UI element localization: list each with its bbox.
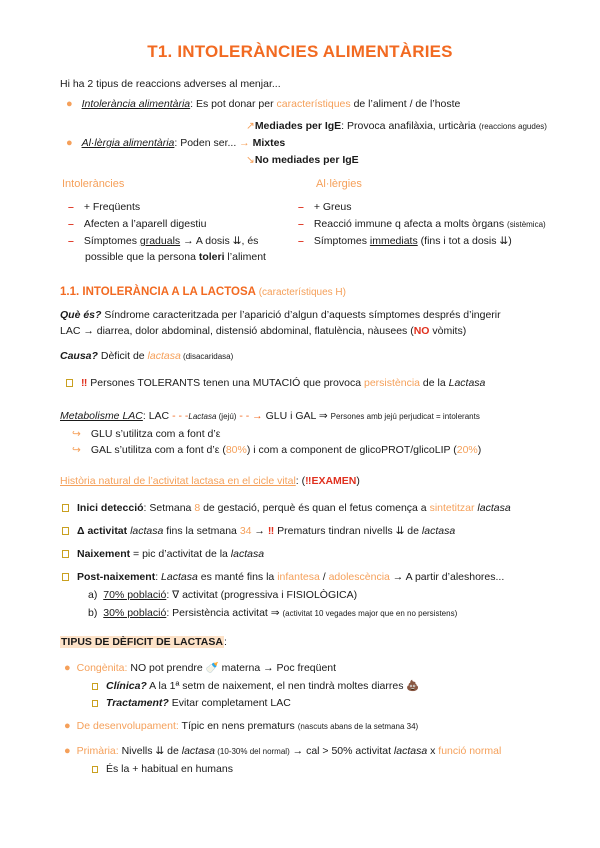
- post-b: b) 30% població: Persistència activitat ⇒ (activitat 10 vegades major que en no persistens): [88, 607, 458, 619]
- checkbox-icon: [92, 700, 98, 707]
- metabolisme-glu: ↪ GLU s’utilitza com a font d’ε: [72, 428, 221, 440]
- arrow-right-icon: →: [239, 137, 250, 149]
- congenita-tractament: Tractament? Evitar completament LAC: [92, 697, 291, 709]
- bullet-dot-icon: ●: [66, 137, 73, 149]
- tipus-heading: TIPUS DE DÈFICIT DE LACTASA:: [61, 636, 227, 648]
- congenita: ● Congènita: NO pot prendre 🍼 materna → Poc freqüent: [64, 662, 337, 674]
- tolerants-note: ‼ Persones TOLERANTS tenen una MUTACIÓ que provoca persistència de la Lactasa: [66, 377, 485, 389]
- checkbox-icon: [62, 573, 69, 581]
- curved-arrow-icon: ↪: [72, 428, 81, 440]
- primaria-sub: És la + habitual en humans: [92, 763, 233, 775]
- no-mediades-ige: ↘No mediades per IgE: [246, 154, 359, 166]
- post-a: a) 70% població: ∇ activitat (progressiva i FISIOLÒGICA): [88, 589, 358, 601]
- section-heading: 1.1. INTOLERÀNCIA A LA LACTOSA (característiques H): [60, 286, 346, 298]
- checkbox-icon: [66, 379, 73, 387]
- desenvolupament: ● De desenvolupament: Típic en nens prematurs (nascuts abans de la setmana 34): [64, 720, 419, 732]
- mediades-ige: ↗Mediades per IgE: Provoca anafilàxia, urticària (reaccions agudes): [246, 120, 547, 132]
- checkbox-icon: [92, 766, 98, 773]
- inici-deteccio: Inici detecció: Setmana 8 de gestació, perquè és quan el fetus comença a sintetitzar lactasa: [62, 502, 511, 514]
- arrow-up-right-icon: ↗: [246, 120, 255, 132]
- primaria: ● Primària: Nivells ⇊ de lactasa (10-30% del normal) → cal > 50% activitat lactasa x funció normal: [64, 745, 502, 757]
- intro-text: Hi ha 2 tipus de reaccions adverses al menjar...: [60, 78, 281, 90]
- left-item: – + Freqüents: [68, 201, 141, 213]
- post-naixement: Post-naixement: Lactasa es manté fins la infantesa / adolescència → A partir d’aleshores...: [62, 571, 504, 583]
- right-item: – Reacció immune q afecta a molts òrgans (sistèmica): [298, 218, 546, 230]
- metabolisme-gal: ↪ GAL s’utilitza com a font d’ε (80%) i com a component de glicoPROT/glicoLIP (20%): [72, 444, 482, 456]
- alergies-header: Al·lèrgies: [316, 178, 362, 190]
- causa: Causa? Dèficit de lactasa (disacaridasa): [60, 350, 234, 362]
- que-es-line1: Què és? Síndrome caracteritzada per l’aparició d’algun d’aquests símptomes després d’ingerir: [60, 309, 501, 321]
- bullet-dot-icon: ●: [64, 662, 71, 674]
- bullet-dot-icon: ●: [64, 745, 71, 757]
- right-item: – + Greus: [298, 201, 352, 213]
- left-item: – Afecten a l’aparell digestiu: [68, 218, 207, 230]
- checkbox-icon: [92, 683, 98, 690]
- metabolisme-lac: Metabolisme LAC: LAC - - -Lactasa (jejú) - - → GLU i GAL ⇒ Persones amb jejú perjudicat = intolerants: [60, 410, 480, 422]
- baby-bottle-icon: 🍼: [205, 662, 219, 674]
- historia-heading: Història natural de l’activitat lactasa en el cicle vital: (‼EXAMEN): [60, 475, 360, 487]
- alergia-definition: ● Al·lèrgia alimentària: Poden ser... → Mixtes: [66, 137, 286, 149]
- naixement: Naixement = pic d’activitat de la lactasa: [62, 548, 264, 560]
- page-title: T1. INTOLERÀNCIES ALIMENTÀRIES: [147, 42, 453, 61]
- checkbox-icon: [62, 504, 69, 512]
- left-item-continued: possible que la persona toleri l’aliment: [85, 251, 266, 263]
- intolerancia-definition: ● Intolerància alimentària: Es pot donar per característiques de l’aliment / de l’hoste: [66, 98, 461, 110]
- right-item: – Símptomes immediats (fins i tot a dosis ⇊): [298, 235, 512, 247]
- congenita-clinica: Clínica? A la 1ª setm de naixement, el nen tindrà moltes diarres 💩: [92, 679, 419, 692]
- bullet-dot-icon: ●: [66, 98, 73, 110]
- poop-icon: 💩: [406, 680, 420, 692]
- delta-activitat: Δ activitat lactasa fins la setmana 34 → ‼ Prematurs tindran nivells ⇊ de lactasa: [62, 525, 455, 537]
- checkbox-icon: [62, 550, 69, 558]
- left-item: – Símptomes graduals → A dosis ⇊, és: [68, 235, 259, 247]
- arrow-down-right-icon: ↘: [246, 154, 255, 166]
- checkbox-icon: [62, 527, 69, 535]
- bullet-dot-icon: ●: [64, 720, 71, 732]
- curved-arrow-icon: ↪: [72, 444, 81, 456]
- intolerancies-header: Intoleràncies: [62, 178, 125, 190]
- que-es-line2: LAC → diarrea, dolor abdominal, distensió abdominal, flatulència, nàusees (NO vòmits): [60, 325, 467, 337]
